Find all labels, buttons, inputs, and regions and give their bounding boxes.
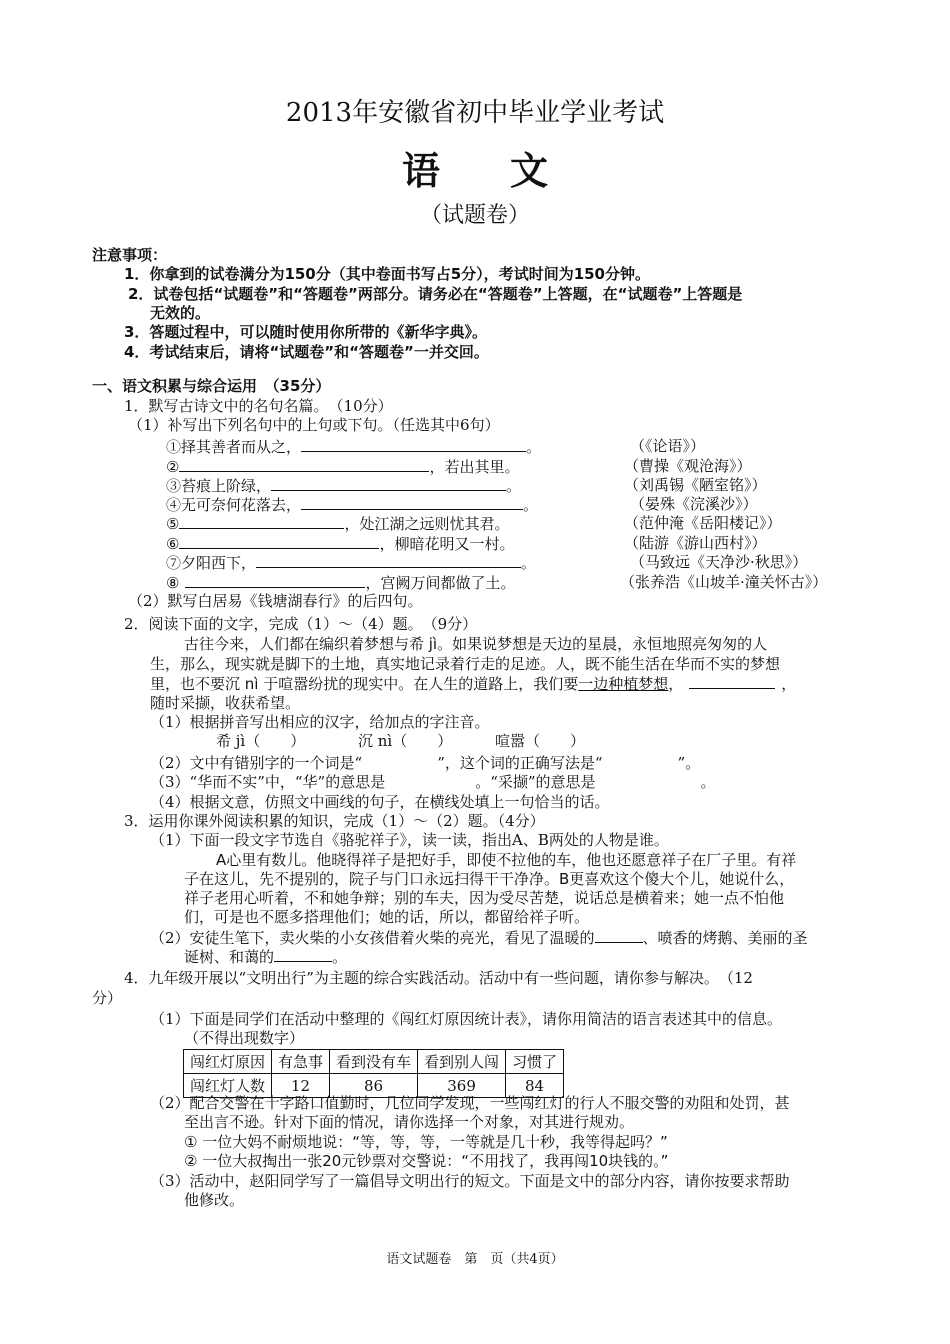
question-2-2: （2）文中有错别字的一个词是“ ”，这个词的正确写法是“ ”。 bbox=[150, 754, 701, 772]
notice-item: 4．考试结束后，请将“试题卷”和“答题卷”一并交回。 bbox=[124, 343, 489, 361]
table-cell: 12 bbox=[272, 1074, 330, 1098]
source: （曹操《观沧海》） bbox=[624, 457, 752, 475]
question-3: 3．运用你课外阅读积累的知识，完成（1）～（2）题。（4分） bbox=[124, 812, 545, 830]
notice-item: 2．试卷包括“试题卷”和“答题卷”两部分。请务必在“答题卷”上答题，在“试题卷”上答题是 bbox=[128, 285, 743, 303]
source: （《论语》） bbox=[630, 437, 706, 455]
question-3-1: （1）下面一段文字节选自《骆驼祥子》，读一读，指出A、B两处的人物是谁。 bbox=[150, 831, 669, 849]
source: （陆游《游山西村》） bbox=[624, 534, 767, 552]
pinyin-item: 沉 nì（ ） bbox=[358, 732, 453, 750]
table-cell: 有急事 bbox=[272, 1050, 330, 1074]
passage-line: 随时采撷，收获希望。 bbox=[150, 694, 301, 712]
question-4-2: （2）配合交警在十字路口值勤时，几位同学发现，一些闯红灯的行人不服交警的劝阻和处罚，甚 bbox=[150, 1094, 790, 1112]
question-4: 4．九年级开展以“文明出行”为主题的综合实践活动。活动中有一些问题，请你参与解决。 （12 bbox=[124, 969, 753, 987]
excerpt-line: 们，可是也不愿多搭理他们；她的话，所以，都留给祥子听。 bbox=[184, 908, 590, 926]
excerpt-line: 祥子老用心听着，不和她争辩；别的车夫，因为受尽苦楚，说话总是横着来；她一点不怕他 bbox=[184, 889, 785, 907]
question-4-2-cont: 至出言不逊。针对下面的情况，请你选择一个对象，对其进行规劝。 bbox=[184, 1113, 635, 1131]
question-4-1: （1）下面是同学们在活动中整理的《闯红灯原因统计表》，请你用简洁的语言表述其中的信息。 bbox=[150, 1010, 783, 1028]
fill-line-4: ④无可奈何花落去， 。 bbox=[166, 496, 539, 514]
exam-title: 2013年安徽省初中毕业学业考试 bbox=[285, 98, 665, 128]
fill-line-5: ⑤ ，处江湖之远则忧其君。 bbox=[166, 515, 510, 533]
fill-line-8: ⑧ ，宫阙万间都做了土。 bbox=[166, 574, 516, 592]
fill-line-3: ③苔痕上阶绿， 。 bbox=[166, 477, 522, 495]
scenario-item: ① 一位大妈不耐烦地说：“等，等，等，一等就是几十秒，我等得起吗？” bbox=[184, 1133, 668, 1151]
question-1: 1．默写古诗文中的名句名篇。 （10分） bbox=[124, 397, 393, 415]
fill-line-7: ⑦夕阳西下， 。 bbox=[166, 554, 537, 572]
fill-line-6: ⑥ ，柳暗花明又一村。 bbox=[166, 535, 515, 553]
question-4-cont: 分） bbox=[92, 989, 123, 1007]
table-cell: 看到没有车 bbox=[330, 1050, 418, 1074]
notice-heading: 注意事项： bbox=[92, 246, 168, 264]
table-cell: 369 bbox=[418, 1074, 506, 1098]
question-4-3-cont: 他修改。 bbox=[184, 1191, 245, 1209]
table-cell: 86 bbox=[330, 1074, 418, 1098]
notice-item: 3．答题过程中，可以随时使用你所带的《新华字典》。 bbox=[124, 323, 487, 341]
question-4-3: （3）活动中，赵阳同学写了一篇倡导文明出行的短文。下面是文中的部分内容，请你按要求帮助 bbox=[150, 1172, 790, 1190]
question-4-1-note: （不得出现数字） bbox=[184, 1029, 305, 1047]
pinyin-item: 喧嚣（ ） bbox=[495, 732, 586, 750]
statistics-table bbox=[183, 1049, 564, 1098]
source: （马致远《天净沙·秋思》） bbox=[630, 553, 808, 571]
notice-item: 无效的。 bbox=[150, 304, 211, 322]
table-cell: 84 bbox=[506, 1074, 564, 1098]
table-cell: 看到别人闯 bbox=[418, 1050, 506, 1074]
table-cell: 闯红灯原因 bbox=[184, 1050, 272, 1074]
question-2-3: （3）“华而不实”中，“华”的意思是 。“采撷”的意思是 。 bbox=[150, 773, 716, 791]
fill-line-2: ② ，若出其里。 bbox=[166, 458, 520, 476]
excerpt-line: 子在这儿，先不提别的，院子与门口永远扫得干干净净。B更喜欢这个傻大个儿，她说什么， bbox=[184, 870, 795, 888]
source: （范仲淹《岳阳楼记》） bbox=[624, 514, 782, 532]
table-cell: 闯红灯人数 bbox=[184, 1074, 272, 1098]
notice-item: 1．你拿到的试卷满分为150分（其中卷面书写占5分），考试时间为150分钟。 bbox=[124, 265, 650, 283]
source: （晏殊《浣溪沙》） bbox=[630, 495, 758, 513]
question-2-4: （4）根据文意，仿照文中画线的句子，在横线处填上一句恰当的话。 bbox=[150, 793, 610, 811]
question-1-1: （1）补写出下列名句中的上句或下句。（任选其中6句） bbox=[128, 416, 500, 434]
question-2: 2．阅读下面的文字，完成（1）～（4）题。 （9分） bbox=[124, 615, 478, 633]
pinyin-item: 希 jì（ ） bbox=[216, 732, 306, 750]
excerpt-line: A心里有数儿。他晓得祥子是把好手，即使不拉他的车，他也还愿意祥子在厂子里。有祥 bbox=[216, 851, 797, 869]
paper-type: （试题卷） bbox=[419, 203, 530, 228]
question-3-2: （2）安徒生笔下，卖火柴的小女孩借着火柴的亮光，看见了温暖的 、喷香的烤鹅、美丽的圣 bbox=[150, 929, 808, 947]
question-3-2-cont: 诞树、和蔼的 。 bbox=[184, 948, 348, 966]
subject-title: 语文 bbox=[401, 148, 618, 193]
page-footer: 语文试题卷 第 页（共4页） bbox=[386, 1252, 564, 1267]
table-cell: 习惯了 bbox=[506, 1050, 564, 1074]
fill-line-1: ①择其善者而从之， 。 bbox=[166, 438, 542, 456]
question-2-1: （1）根据拼音写出相应的汉字，给加点的字注音。 bbox=[150, 713, 490, 731]
question-1-2: （2）默写白居易《钱塘湖春行》的后四句。 bbox=[128, 592, 423, 610]
passage-line: 里，也不要沉 nì 于喧嚣纷扰的现实中。在人生的道路上，我们要一边种植梦想， ， bbox=[150, 675, 797, 693]
passage-line: 生，那么，现实就是脚下的土地，真实地记录着行走的足迹。人，既不能生活在华而不实的梦想 bbox=[150, 655, 781, 673]
source: （张养浩《山坡羊·潼关怀古》） bbox=[620, 573, 828, 591]
passage-line: 古往今来，人们都在编织着梦想与希 jì。如果说梦想是天边的星晨，永恒地照亮匆匆的人 bbox=[184, 635, 768, 653]
source: （刘禹锡《陋室铭》） bbox=[624, 476, 767, 494]
table-header-row bbox=[184, 1050, 564, 1074]
scenario-item: ② 一位大叔掏出一张20元钞票对交警说：“不用找了，我再闯10块钱的。” bbox=[184, 1152, 669, 1170]
section-heading: 一、语文积累与综合运用 （35分） bbox=[92, 377, 331, 395]
